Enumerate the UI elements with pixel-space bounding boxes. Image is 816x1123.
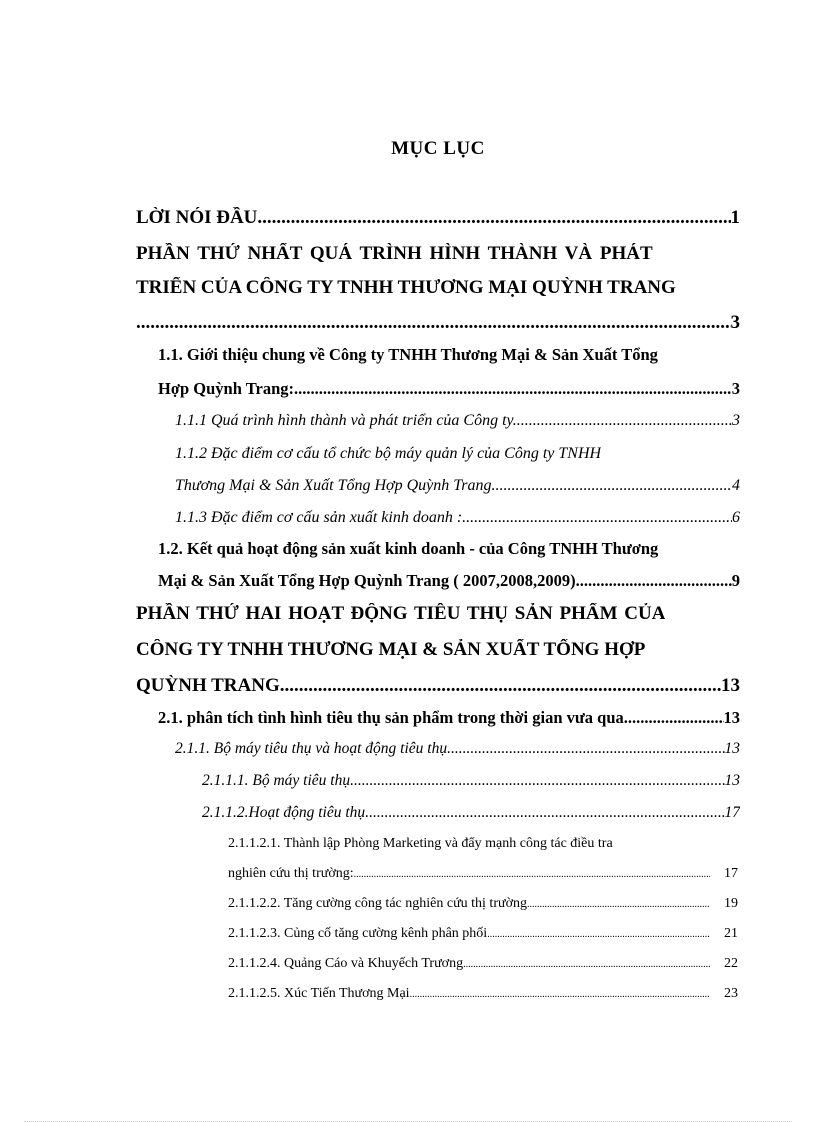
toc-page-number: 13 [723,708,740,727]
toc-leader-dots [350,772,724,790]
toc-leader-dots [354,866,710,882]
toc-page-number: 1 [730,207,740,228]
toc-page-number: 6 [732,509,740,526]
toc-entry-1-1-line-1[interactable]: 1.1. Giới thiệu chung về Công ty TNHH Thương Mại & Sản Xuất Tổng [158,345,658,364]
toc-page-number: 23 [724,986,738,1001]
toc-leader-dots [447,740,724,758]
toc-leader-dots [487,926,710,942]
toc-leader-dots [294,379,732,399]
toc-entry-2-1-1-2-1-line-1[interactable]: 2.1.1.2.1. Thành lập Phòng Marketing và đẩy mạnh công tác điều tra [228,836,613,851]
toc-entry-label: 2.1.1. Bộ máy tiêu thụ và hoạt động tiêu thụ [175,740,448,757]
toc-entry-label: Thương Mại & Sản Xuất Tổng Hợp Quỳnh Trang [175,477,492,494]
toc-entry-1-2-line-2[interactable] [158,571,740,591]
toc-page-number: 19 [724,896,738,911]
toc-entry-2-1-1-2[interactable] [202,804,740,822]
page-bottom-divider [24,1121,792,1122]
toc-entry-2-1-1-2-2[interactable] [228,896,738,912]
toc-entry-label: 2.1.1.2.5. Xúc Tiến Thương Mại [228,986,410,1001]
toc-entry-2-1-1-2-5[interactable] [228,986,738,1002]
toc-leader-dots [463,956,710,972]
toc-entry-label: 2.1.1.1. Bộ máy tiêu thụ [202,772,351,789]
toc-entry-label: Hợp Quỳnh Trang: [158,379,294,398]
toc-leader-dots [517,412,732,430]
toc-entry-1-1-2-line-1[interactable]: 1.1.2 Đặc điểm cơ cấu tổ chức bộ máy quản lý của Công ty TNHH [175,445,602,462]
toc-entry-label: 2.1.1.2.2. Tăng cường công tác nghiên cứu thị trường [228,896,527,911]
toc-leader-dots [136,312,731,334]
toc-leader-dots [365,804,724,822]
toc-page-number: 4 [732,477,740,494]
toc-page-number: 9 [731,571,740,590]
toc-leader-dots [410,986,710,1002]
toc-entry-1-2-line-1[interactable]: 1.2. Kết quả hoạt động sản xuất kinh doanh - của Công TNHH Thương [158,539,659,558]
toc-page-number: 22 [724,956,738,971]
toc-page-number: 17 [724,804,740,821]
toc-entry-label: 2.1. phân tích tình hình tiêu thụ sản phẩm trong thời gian vưa qua [158,708,624,727]
toc-entry-2-1-1[interactable] [175,740,740,758]
toc-page-number: 3 [730,312,740,333]
toc-entry-2-1-1-1[interactable] [202,772,740,790]
toc-leader-dots [624,708,724,728]
toc-entry-1-1-2-line-2[interactable] [175,477,740,495]
toc-entry-1-1-line-2[interactable] [158,379,740,399]
toc-page-number: 13 [721,675,740,696]
toc-entry-phan-1-page-line[interactable] [136,312,740,334]
toc-page-number: 3 [732,412,740,429]
toc-entry-phan-2-line-3[interactable] [136,675,740,697]
toc-entry-label: LỜI NÓI ĐẦU [136,207,258,228]
toc-leader-dots [280,675,721,697]
toc-entry-label: 2.1.1.2.4. Quảng Cáo và Khuyếch Trương [228,956,464,971]
toc-entry-1-1-3[interactable] [175,509,740,527]
toc-page-number: 13 [724,772,740,789]
toc-entry-1-1-1[interactable] [175,412,740,430]
toc-entry-phan-1-line-1[interactable]: PHẦN THỨ NHẤT QUÁ TRÌNH HÌNH THÀNH VÀ PHÁT [136,243,653,264]
toc-leader-dots [527,896,710,912]
toc-leader-dots [576,571,732,591]
toc-entry-phan-2-line-1[interactable]: PHẦN THỨ HAI HOẠT ĐỘNG TIÊU THỤ SẢN PHẨM CỦA [136,603,666,624]
toc-entry-label: Mại & Sản Xuất Tổng Hợp Quỳnh Trang ( 2007,2008,2009) [158,571,576,590]
toc-leader-dots [257,207,730,229]
page-title: MỤC LỤC [391,138,485,159]
toc-entry-2-1-1-2-3[interactable] [228,926,738,942]
toc-entry-label: 1.1.3 Đặc điểm cơ cấu sản xuất kinh doanh : [175,509,463,526]
toc-page-number: 17 [724,866,738,881]
toc-entry-2-1-1-2-1-line-2[interactable] [228,866,738,882]
toc-entry-phan-2-line-2[interactable]: CÔNG TY TNHH THƯƠNG MẠI & SẢN XUẤT TỔNG HỢP [136,639,646,660]
toc-entry-label: nghiên cứu thị trường: [228,866,354,881]
toc-page-number: 13 [724,740,740,757]
toc-leader-dots [492,477,733,495]
toc-leader-dots [462,509,732,527]
toc-entry-phan-1-line-2[interactable]: TRIỂN CỦA CÔNG TY TNHH THƯƠNG MẠI QUỲNH TRANG [136,277,676,298]
toc-page-number: 21 [724,926,738,941]
toc-entry-label: 1.1.1 Quá trình hình thành và phát triển của Công ty. [175,412,517,429]
toc-page-number: 3 [731,379,740,398]
toc-entry-2-1[interactable] [158,708,740,728]
toc-entry-label: 2.1.1.2.Hoạt động tiêu thụ [202,804,366,821]
toc-entry-label: QUỲNH TRANG [136,675,280,696]
toc-entry-2-1-1-2-4[interactable] [228,956,738,972]
toc-entry-loi-noi-dau[interactable] [136,207,740,229]
toc-entry-label: 2.1.1.2.3. Củng cố tăng cường kênh phân phối [228,926,488,941]
